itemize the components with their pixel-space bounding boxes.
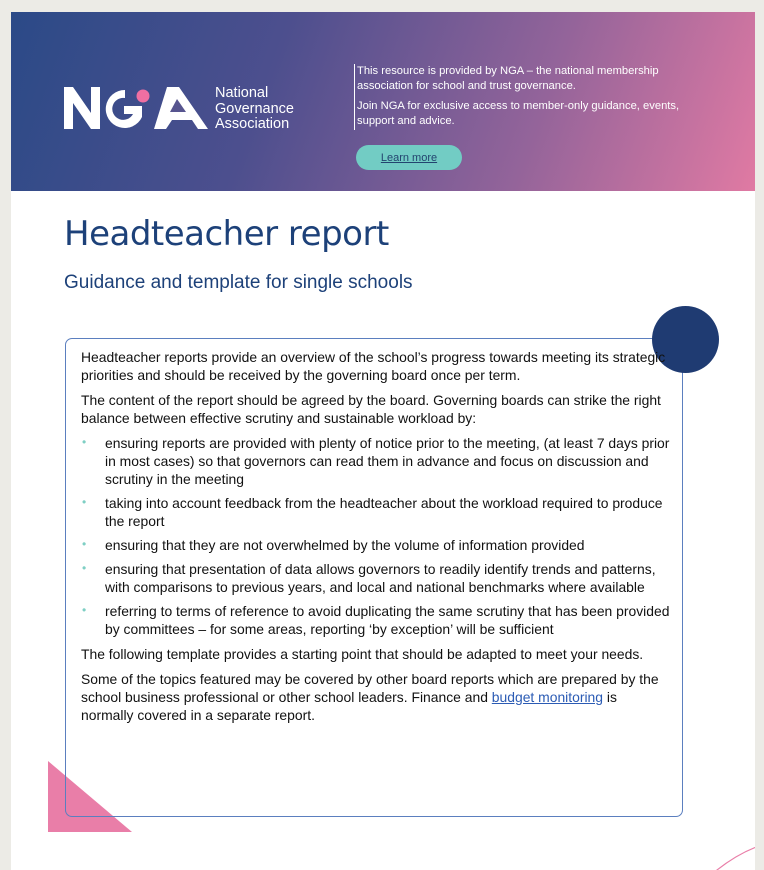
banner-info-line: This resource is provided by NGA – the national membership association for school and trust governance. [357,65,659,92]
list-item-text: taking into account feedback from the headteacher about the workload required to produce the report [105,495,663,529]
bullet-icon: • [82,495,87,509]
guidance-content [81,348,671,731]
logo-line: Governance [215,100,294,117]
budget-monitoring-link[interactable]: budget monitoring [491,689,603,705]
list-item-text: ensuring that presentation of data allows governors to readily identify trends and patterns, with comparisons to previous years, and local and national benchmarks where available [105,561,656,595]
learn-more-button[interactable]: Learn more [356,145,462,170]
list-item [81,434,671,488]
logo-line: National [215,85,269,101]
topics-text: Some of the topics featured may be covered by other board reports which are prepared by the school business professional or other school leaders. Finance and [81,671,659,705]
list-item [81,536,671,554]
list-item-text: referring to terms of reference to avoid duplicating the same scrutiny that has been provided by committees – for some areas, reporting ‘by exception’ will be sufficient [105,603,670,637]
logo-wordmark [215,86,294,133]
banner-divider [354,64,355,130]
bullet-icon: • [82,603,87,617]
page-title: Headteacher report [64,214,389,254]
banner-info [357,64,707,134]
list-item-text: ensuring reports are provided with plenty of notice prior to the meeting, (at least 7 days prior in most cases) so that governors can read them in advance and focus on discussion and scrutiny in the meeting [105,435,670,487]
bullet-icon: • [82,435,87,449]
banner-info-line: Join NGA for exclusive access to member-only guidance, events, support and advice. [357,100,680,127]
agreement-paragraph: The content of the report should be agreed by the board. Governing boards can strike the right balance between effective scrutiny and sustainable workload by: [81,392,661,426]
intro-paragraph: Headteacher reports provide an overview of the school’s progress towards meeting its strategic priorities and should be received by the governing board once per term. [81,349,666,383]
topics-text: is normally covered in a separate report. [81,689,617,723]
guidance-list [81,434,671,638]
topics-paragraph [81,670,671,724]
list-item [81,560,671,596]
document-page [11,12,755,870]
nga-logo-icon [64,87,208,129]
list-item-text: ensuring that they are not overwhelmed by the volume of information provided [105,537,585,553]
list-item [81,494,671,530]
page-subtitle: Guidance and template for single schools [64,272,413,293]
template-paragraph: The following template provides a starting point that should be adapted to meet your needs. [81,646,644,662]
bullet-icon: • [82,561,87,575]
nga-banner [11,12,755,191]
list-item [81,602,671,638]
decorative-curve [701,842,755,870]
logo-line: Association [215,116,290,132]
bullet-icon: • [82,537,87,551]
